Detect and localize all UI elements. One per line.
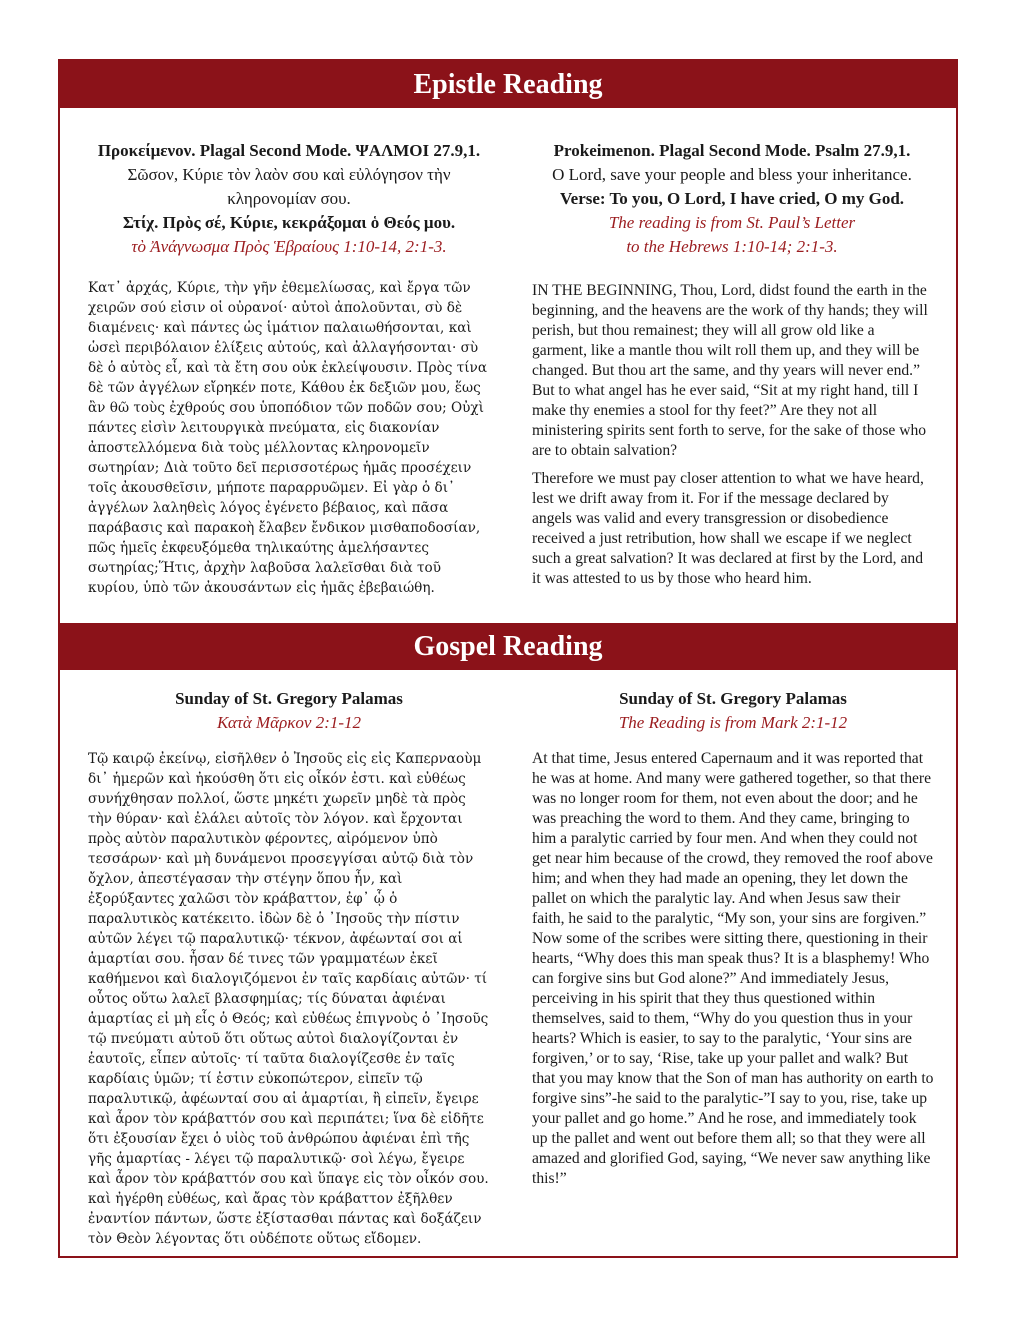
gospel-greek-column bbox=[88, 687, 490, 1249]
epistle-reference-english-line1: The reading is from St. Paul’s Letter bbox=[608, 213, 856, 232]
gospel-english-header bbox=[532, 687, 934, 735]
prokeimenon-greek-line2: Σῶσον, Κύριε τὸν λαὸν σου καὶ εὐλόγησον τὴν bbox=[127, 165, 451, 184]
gospel-paragraph-greek: Τῷ καιρῷ ἐκείνῳ, εἰσῆλθεν ὁ Ἰησοῦς εἰς εἰς Καπερναοὺμ δι᾽ ἡμερῶν καὶ ἠκούσθη ὅτι εἰς οἶκόν ἐστι. καὶ εὐθέως συνήχθησαν πολλοί, ὥστε μηκέτι χωρεῖν μηδὲ τὰ πρὸς τὴν θύραν· καὶ ἐλάλει αὐτοῖς τὸν λόγον. καὶ ἔρχονται πρὸς αὐτὸν παραλυτικὸν φέροντες, αἰρόμενον ὑπὸ τεσσάρων· καὶ μὴ δυνάμενοι προσεγγίσαι αὐτῷ διὰ τὸν ὄχλον, ἀπεστέγασαν τὴν στέγην ὅπου ἦν, καὶ ἐξορύξαντες χαλῶσι τὸν κράβαττον, ἐφ᾽ ᾧ ὁ παραλυτικὸς κατέκειτο. ἰδὼν δὲ ὁ ᾿Ιησοῦς τὴν πίστιν αὐτῶν λέγει τῷ παραλυτικῷ· τέκνον, ἀφέωνταί σοι αἱ ἁμαρτίαι σου. ἦσαν δέ τινες τῶν γραμματέων ἐκεῖ καθήμενοι καὶ διαλογιζόμενοι ἐν ταῖς καρδίαις αὐτῶν· τί οὗτος οὕτω λαλεῖ βλασφημίας; τίς δύναται ἀφιέναι ἁμαρτίας εἰ μὴ εἷς ὁ Θεός; καὶ εὐθέως ἐπιγνοὺς ὁ ᾿Ιησοῦς τῷ πνεύματι αὐτοῦ ὅτι οὕτως αὐτοὶ διαλογίζονται ἐν ἑαυτοῖς, εἶπεν αὐτοῖς· τί ταῦτα διαλογίζεσθε ἐν ταῖς καρδίαις ὑμῶν; τί ἐστιν εὐκοπώτερον, εἰπεῖν τῷ παραλυτικῷ, ἀφέωνταί σου αἱ ἁμαρτίαι, ἢ εἰπεῖν, ἔγειρε καὶ ἆρον τὸν κράβαττόν σου καὶ περιπάτει; ἵνα δὲ εἰδῆτε ὅτι ἐξουσίαν ἔχει ὁ υἱὸς τοῦ ἀνθρώπου ἀφιέναι ἐπὶ τῆς γῆς ἁμαρτίας - λέγει τῷ παραλυτικῷ· σοὶ λέγω, ἔγειρε καὶ ἆρον τὸν κράβαττόν σου καὶ ὕπαγε εἰς τὸν οἶκόν σου. καὶ ἠγέρθη εὐθέως, καὶ ἄρας τὸν κράβαττον ἐξῆλθεν ἐναντίον πάντων, ὥστε ἐξίστασθαι πάντας καὶ δοξάζειν τὸν Θεὸν λέγοντας ὅτι οὐδέποτε οὕτως εἴδομεν. bbox=[88, 751, 489, 1247]
epistle-reference-english-line2: to the Hebrews 1:10-14; 2:1-3. bbox=[626, 237, 838, 256]
epistle-text-greek bbox=[88, 278, 490, 598]
gospel-title-greek: Sunday of St. Gregory Palamas bbox=[175, 689, 403, 708]
prokeimenon-english-line2: O Lord, save your people and bless your inheritance. bbox=[552, 165, 912, 184]
verse-greek: Στίχ. Πρὸς σέ, Κύριε, κεκράξομαι ὁ Θεός μου. bbox=[122, 213, 456, 232]
verse-english: Verse: To you, O Lord, I have cried, O my God. bbox=[559, 189, 905, 208]
gospel-paragraph-english: At that time, Jesus entered Capernaum and it was reported that he was at home. And many were gathered together, so that there was no longer room for them, not even about the door; and he was preaching the word to them. And they came, bringing to him a paralytic carried by four men. And when they could not get near him because of the crowd, they removed the roof above him; and when they had made an opening, they let down the pallet on which the paralytic lay. And when Jesus saw their faith, he said to the paralytic, “My son, your sins are forgiven.” Now some of the scribes were sitting there, questioning in their hearts, “Why does this man speak thus? It is a blasphemy! Who can forgive sins but God alone?” And immediately Jesus, perceiving in his spirit that they thus questioned within themselves, said to them, “Why do you question thus in your hearts? Which is easier, to say to the paralytic, ‘Your sins are forgiven,’ or to say, ‘Rise, take up your pallet and walk? But that you may know that the Son of man has authority on earth to forgive sins”-he said to the paralytic-”I say to you, rise, take up your pallet and go home.” And he rose, and immediately took up the pallet and went out before them all; so that they were all amazed and glorified God, saying, “We never saw anything like this!” bbox=[532, 750, 934, 1187]
epistle-banner: Epistle Reading bbox=[60, 61, 956, 108]
epistle-reference-greek: τὸ Ἀνάγνωσμα Πρὸς Ἑβραίους 1:10-14, 2:1-3. bbox=[131, 237, 447, 256]
gospel-text-greek bbox=[88, 749, 490, 1249]
gospel-english-column bbox=[532, 687, 934, 1189]
epistle-greek-header bbox=[88, 139, 490, 259]
prokeimenon-greek: Προκείμενον. Plagal Second Mode. ΨΑΛΜΟΙ 27.9,1. bbox=[97, 141, 481, 160]
gospel-banner: Gospel Reading bbox=[60, 623, 956, 670]
epistle-english-header bbox=[532, 139, 932, 259]
gospel-text-english bbox=[532, 749, 934, 1189]
gospel-reference-english: The Reading is from Mark 2:1-12 bbox=[618, 713, 848, 732]
gospel-title-english: Sunday of St. Gregory Palamas bbox=[619, 689, 847, 708]
prokeimenon-english: Prokeimenon. Plagal Second Mode. Psalm 27.9,1. bbox=[553, 141, 911, 160]
epistle-greek-column bbox=[88, 139, 490, 598]
epistle-paragraph-english-1: IN THE BEGINNING, Thou, Lord, didst found the earth in the beginning, and the heavens are the work of thy hands; they will perish, but thou remainest; they will all grow old like a garment, like a mantle thou wilt roll them up, and they will be changed. But thou art the same, and thy years will never end.” But to what angel has he ever said, “Sit at my right hand, till I make thy enemies a stool for thy feet?” Are they not all ministering spirits sent forth to serve, for the sake of those who are to obtain salvation? bbox=[532, 282, 928, 459]
gospel-greek-header bbox=[88, 687, 490, 735]
gospel-reference-greek: Κατὰ Μᾶρκον 2:1-12 bbox=[216, 713, 362, 732]
epistle-text-english bbox=[532, 281, 932, 589]
epistle-english-column bbox=[532, 139, 932, 589]
readings-frame bbox=[58, 59, 958, 1258]
epistle-paragraph-english-2: Therefore we must pay closer attention to what we have heard, lest we drift away from it. For if the message declared by angels was valid and every transgression or disobedience received a just retribution, how shall we escape if we neglect such a great salvation? It was declared at first by the Lord, and it was attested to us by those who heard him. bbox=[532, 470, 924, 587]
prokeimenon-greek-line3: κληρονομίαν σου. bbox=[227, 189, 351, 208]
epistle-paragraph-greek: Κατ᾽ ἀρχάς, Κύριε, τὴν γῆν ἐθεμελίωσας, καὶ ἔργα τῶν χειρῶν σού εἰσιν οἱ οὐρανοί· αὐτοὶ ἀπολοῦνται, σὺ δὲ διαμένεις· καὶ πάντες ὡς ἱμάτιον παλαιωθήσονται, καὶ ὡσεὶ περιβόλαιον ἑλίξεις αὐτούς, καὶ ἀλλαγήσονται· σὺ δὲ ὁ αὐτὸς εἶ, καὶ τὰ ἔτη σου οὐκ ἐκλείψουσιν. Πρὸς τίνα δὲ τῶν ἀγγέλων εἴρηκέν ποτε, Κάθου ἐκ δεξιῶν μου, ἕως ἂν θῶ τοὺς ἐχθρούς σου ὑποπόδιον τῶν ποδῶν σου; Οὐχὶ πάντες εἰσὶν λειτουργικὰ πνεύματα, εἰς διακονίαν ἀποστελλόμενα διὰ τοὺς μέλλοντας κληρονομεῖν σωτηρίαν; Διὰ τοῦτο δεῖ περισσοτέρως ἡμᾶς προσέχειν τοῖς ἀκουσθεῖσιν, μήποτε παραρρυῶμεν. Εἰ γὰρ ὁ δι᾽ ἀγγέλων λαληθεὶς λόγος ἐγένετο βέβαιος, καὶ πᾶσα παράβασις καὶ παρακοὴ ἔλαβεν ἔνδικον μισθαποδοσίαν, πῶς ἡμεῖς ἐκφευξόμεθα τηλικαύτης ἀμελήσαντες σωτηρίας;Ἥτις, ἀρχὴν λαβοῦσα λαλεῖσθαι διὰ τοῦ κυρίου, ὑπὸ τῶν ἀκουσάντων εἰς ἡμᾶς ἐβεβαιώθη. bbox=[88, 280, 488, 596]
